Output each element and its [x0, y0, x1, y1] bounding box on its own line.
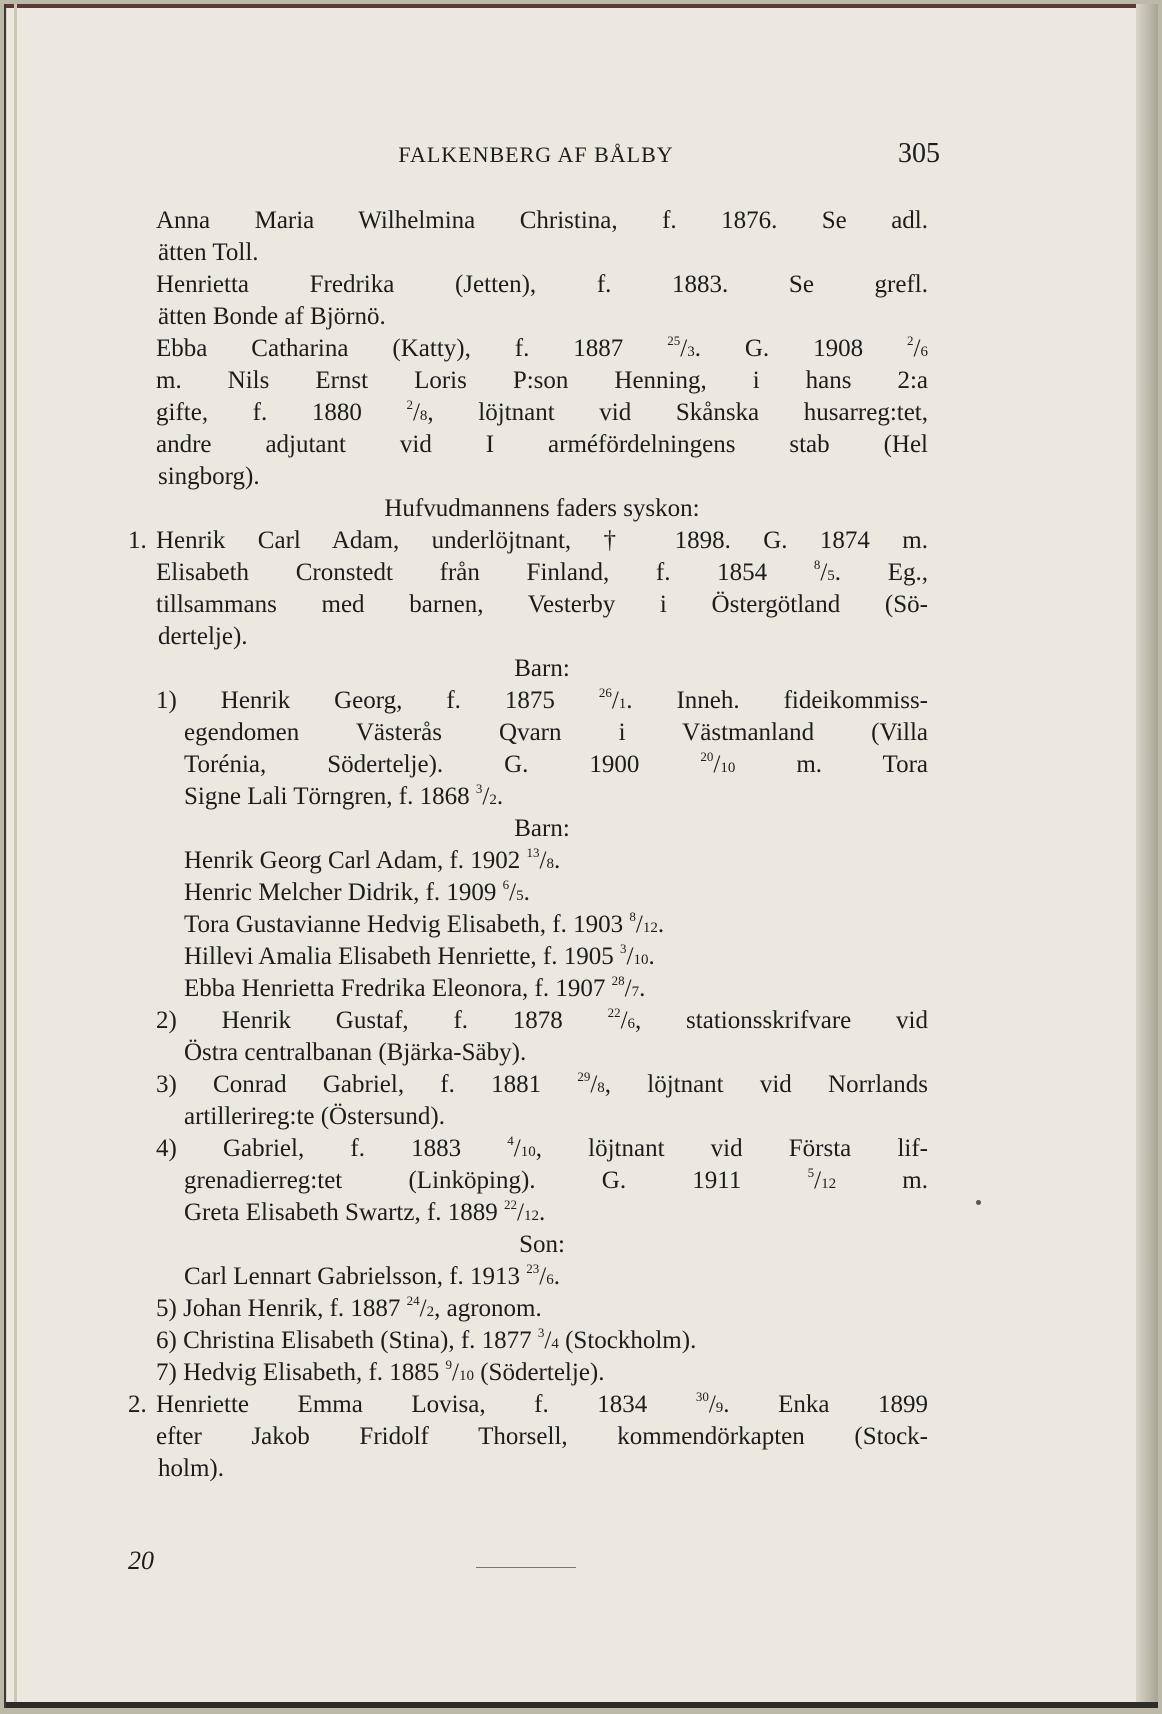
text-line: Torénia, Södertelje). G. 1900 $^{20}$/10 m. Tora: [184, 749, 928, 778]
text-line: 3) Conrad Gabriel, f. 1881 $^{29}$/8, löjtnant vid Norrlands: [156, 1069, 928, 1098]
text-line: efter Jakob Fridolf Thorsell, kommendörkapten (Stock-: [156, 1423, 928, 1450]
text-line: m. Nils Ernst Loris P:son Henning, i hans 2:a: [156, 367, 928, 394]
text-line: 7) Hedvig Elisabeth, f. 1885 $^9$/10 (Södertelje).: [156, 1357, 605, 1386]
text-line: Ebba Henrietta Fredrika Eleonora, f. 1907 $^{28}$/7.: [184, 973, 646, 1002]
page-number: 305: [898, 138, 940, 169]
child-number: 4): [156, 1135, 177, 1162]
margin-mark: [976, 1200, 981, 1205]
section-heading: Barn:: [514, 655, 570, 682]
section-heading: Barn:: [514, 815, 570, 842]
text-line: artillerireg:te (Östersund).: [184, 1103, 446, 1130]
text-line: Henric Melcher Didrik, f. 1909 $^6$/5.: [184, 877, 530, 906]
child-number: 3): [156, 1071, 177, 1098]
text-line: 5) Johan Henrik, f. 1887 $^{24}$/2, agronom.: [156, 1293, 542, 1322]
text-line: 2. Henriette Emma Lovisa, f. 1834 $^{30}$/9. Enka 1899: [156, 1389, 928, 1421]
text-line: egendomen Västerås Qvarn i Västmanland (Villa: [184, 719, 928, 746]
text-line: 6) Christina Elisabeth (Stina), f. 1877 $^3$/4 (Stockholm).: [156, 1325, 697, 1354]
section-heading: Son:: [519, 1231, 565, 1258]
entry-number: 2.: [128, 1391, 147, 1418]
page-edge: [1136, 4, 1158, 1708]
text-line: andre adjutant vid I arméfördelningens stab (Hel: [156, 431, 928, 458]
text-line: Henrietta Fredrika (Jetten), f. 1883. Se grefl.: [156, 271, 928, 298]
child-number: 1): [156, 687, 177, 714]
entry-number: 1.: [128, 527, 147, 554]
text-line: Elisabeth Cronstedt från Finland, f. 1854 $^8$/5. Eg.,: [156, 557, 928, 586]
text-line: 1. Henrik Carl Adam, underlöjtnant, † 1898. G. 1874 m.: [156, 525, 928, 557]
text-line: ätten Toll.: [158, 239, 259, 266]
page-header: [140, 138, 940, 172]
text-line: holm).: [158, 1455, 224, 1482]
text-line: gifte, f. 1880 $^2$/8, löjtnant vid Skånska husarreg:tet,: [156, 397, 929, 426]
text-line: Henrik Georg Carl Adam, f. 1902 $^{13}$/8.: [184, 845, 561, 874]
text-line: 4) Gabriel, f. 1883 $^4$/10, löjtnant vid Första lif-: [156, 1133, 928, 1162]
signature-mark: 20: [128, 1546, 154, 1575]
text-line: Hillevi Amalia Elisabeth Henriette, f. 1905 $^3$/10.: [184, 941, 655, 970]
child-number: 5): [156, 1295, 177, 1322]
child-number: 2): [156, 1007, 177, 1034]
text-line: Anna Maria Wilhelmina Christina, f. 1876. Se adl.: [156, 207, 928, 234]
text-line: dertelje).: [158, 623, 248, 650]
text-line: ätten Bonde af Björnö.: [158, 303, 386, 330]
text-line: Östra centralbanan (Bjärka-Säby).: [184, 1039, 527, 1066]
child-number: 6): [156, 1327, 177, 1354]
top-edge: [6, 4, 1158, 8]
text-line: Tora Gustavianne Hedvig Elisabeth, f. 1903 $^8$/12.: [184, 909, 665, 938]
text-line: Ebba Catharina (Katty), f. 1887 $^{25}$/3. G. 1908 $^2$/6: [156, 333, 928, 362]
text-line: tillsammans med barnen, Vesterby i Östergötland (Sö-: [156, 591, 928, 618]
text-line: Greta Elisabeth Swartz, f. 1889 $^{22}$/12.: [184, 1197, 546, 1226]
footer-rule: [476, 1567, 576, 1568]
text-line: 1) Henrik Georg, f. 1875 $^{26}$/1. Inneh. fideikommiss-: [156, 685, 929, 714]
text-line: Carl Lennart Gabrielsson, f. 1913 $^{23}$/6.: [184, 1261, 560, 1290]
text-line: singborg).: [158, 463, 260, 490]
text-line: grenadierreg:tet (Linköping). G. 1911 $^5$/12 m.: [184, 1165, 928, 1194]
text-line: 2) Henrik Gustaf, f. 1878 $^{22}$/6, stationsskrifvare vid: [156, 1005, 928, 1034]
running-title: FALKENBERG AF BÅLBY: [398, 142, 674, 167]
text-line: Signe Lali Törngren, f. 1868 $^3$/2.: [184, 781, 504, 810]
bottom-edge: [6, 1702, 1158, 1708]
page-binding: [14, 4, 17, 1708]
child-number: 7): [156, 1359, 177, 1386]
section-heading: Hufvudmannens faders syskon:: [384, 495, 700, 522]
